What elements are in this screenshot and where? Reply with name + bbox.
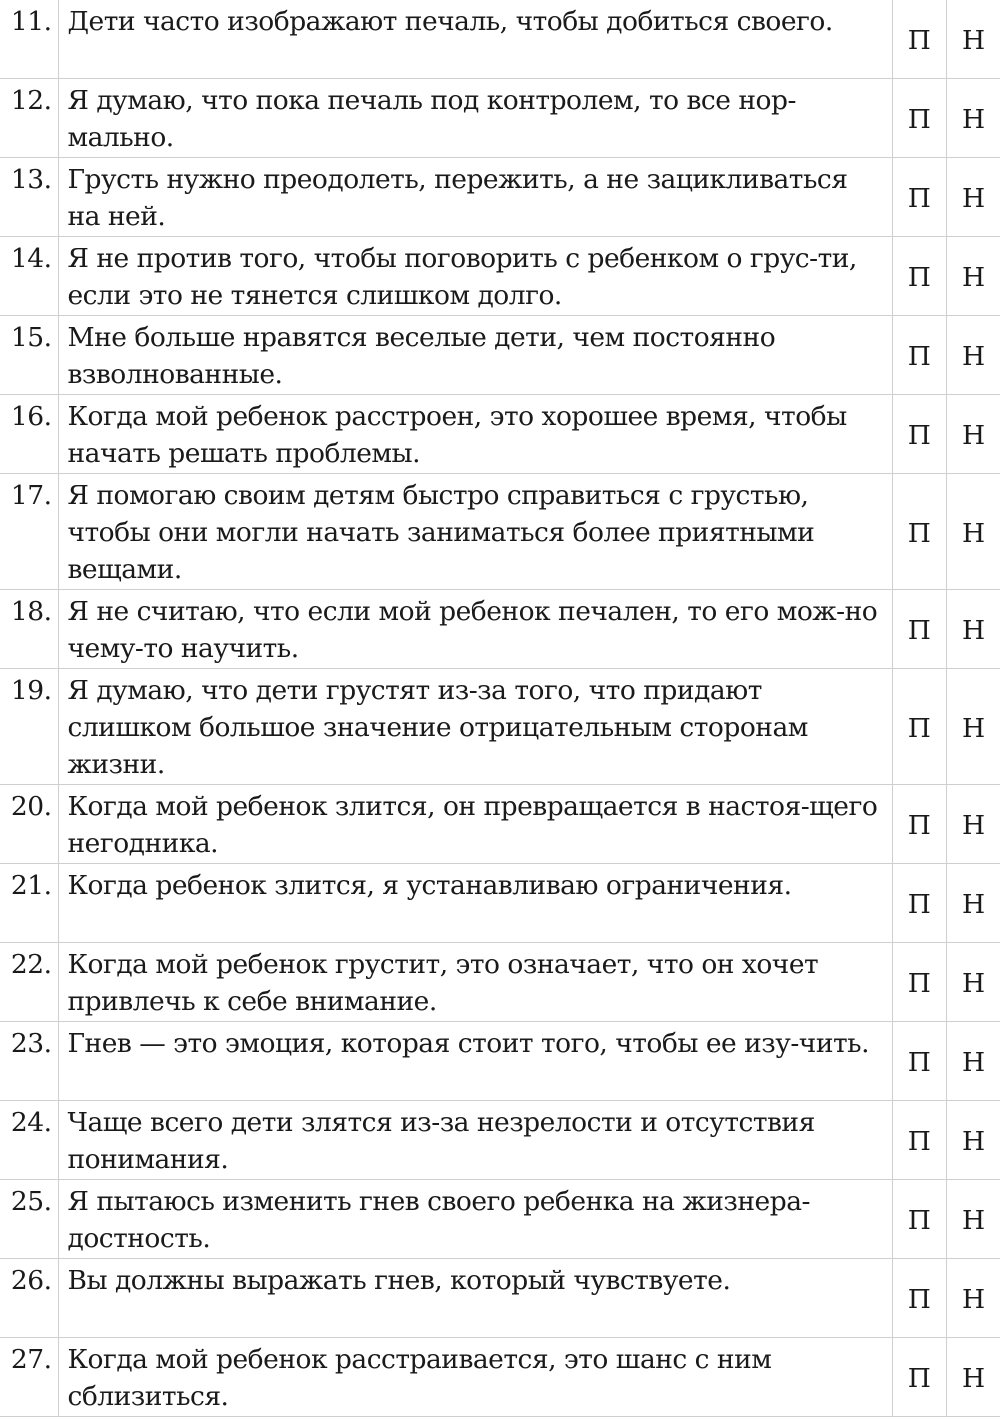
answer-no-option[interactable]: Н [946, 1100, 1000, 1179]
item-statement: Когда мой ребенок злится, он превращается в настоя-щего негодника. [58, 784, 892, 863]
answer-yes-option[interactable]: П [892, 1100, 946, 1179]
answer-yes-option[interactable]: П [892, 0, 946, 78]
table-row [0, 157, 1000, 236]
answer-no-option[interactable]: Н [946, 863, 1000, 942]
table-row [0, 78, 1000, 157]
answer-no-option[interactable]: Н [946, 394, 1000, 473]
table-row [0, 315, 1000, 394]
table-row [0, 1021, 1000, 1100]
answer-yes-option[interactable]: П [892, 784, 946, 863]
answer-yes-option[interactable]: П [892, 1258, 946, 1337]
answer-yes-option[interactable]: П [892, 942, 946, 1021]
item-number: 12. [0, 78, 58, 157]
answer-no-option[interactable]: Н [946, 236, 1000, 315]
item-statement: Я не против того, чтобы поговорить с ребенком о грус-ти, если это не тянется слишком долго. [58, 236, 892, 315]
item-number: 21. [0, 863, 58, 942]
item-statement: Гнев — это эмоция, которая стоит того, чтобы ее изу-чить. [58, 1021, 892, 1100]
item-number: 17. [0, 473, 58, 589]
item-number: 23. [0, 1021, 58, 1100]
answer-no-option[interactable]: Н [946, 589, 1000, 668]
item-number: 25. [0, 1179, 58, 1258]
answer-no-option[interactable]: Н [946, 668, 1000, 784]
answer-yes-option[interactable]: П [892, 157, 946, 236]
item-number: 20. [0, 784, 58, 863]
answer-yes-option[interactable]: П [892, 1179, 946, 1258]
table-row [0, 1100, 1000, 1179]
answer-yes-option[interactable]: П [892, 589, 946, 668]
answer-no-option[interactable]: Н [946, 1337, 1000, 1416]
item-statement: Чаще всего дети злятся из-за незрелости и отсутствия понимания. [58, 1100, 892, 1179]
item-statement: Когда мой ребенок расстраивается, это шанс с ним сблизиться. [58, 1337, 892, 1416]
item-number: 24. [0, 1100, 58, 1179]
answer-no-option[interactable]: Н [946, 1021, 1000, 1100]
table-row [0, 0, 1000, 78]
item-statement: Я не считаю, что если мой ребенок печален, то его мож-но чему-то научить. [58, 589, 892, 668]
item-statement: Грусть нужно преодолеть, пережить, а не зацикливаться на ней. [58, 157, 892, 236]
item-number: 19. [0, 668, 58, 784]
item-statement: Дети часто изображают печаль, чтобы добиться своего. [58, 0, 892, 78]
item-number: 27. [0, 1337, 58, 1416]
item-number: 15. [0, 315, 58, 394]
answer-yes-option[interactable]: П [892, 1021, 946, 1100]
answer-no-option[interactable]: Н [946, 942, 1000, 1021]
item-number: 26. [0, 1258, 58, 1337]
item-statement: Я думаю, что дети грустят из-за того, что придают слишком большое значение отрицательным сторонам жизни. [58, 668, 892, 784]
item-number: 11. [0, 0, 58, 78]
table-row [0, 473, 1000, 589]
table-row [0, 1258, 1000, 1337]
answer-no-option[interactable]: Н [946, 157, 1000, 236]
item-statement: Я думаю, что пока печаль под контролем, то все нор-мально. [58, 78, 892, 157]
answer-no-option[interactable]: Н [946, 1258, 1000, 1337]
item-statement: Когда мой ребенок расстроен, это хорошее время, чтобы начать решать проблемы. [58, 394, 892, 473]
item-number: 16. [0, 394, 58, 473]
answer-yes-option[interactable]: П [892, 394, 946, 473]
answer-yes-option[interactable]: П [892, 236, 946, 315]
table-row [0, 784, 1000, 863]
table-row [0, 942, 1000, 1021]
item-statement: Я пытаюсь изменить гнев своего ребенка на жизнера-достность. [58, 1179, 892, 1258]
answer-yes-option[interactable]: П [892, 1337, 946, 1416]
table-row [0, 589, 1000, 668]
answer-no-option[interactable]: Н [946, 78, 1000, 157]
answer-yes-option[interactable]: П [892, 473, 946, 589]
item-statement: Когда ребенок злится, я устанавливаю ограничения. [58, 863, 892, 942]
table-row [0, 394, 1000, 473]
item-statement: Когда мой ребенок грустит, это означает, что он хочет привлечь к себе внимание. [58, 942, 892, 1021]
item-number: 14. [0, 236, 58, 315]
answer-no-option[interactable]: Н [946, 784, 1000, 863]
table-row [0, 863, 1000, 942]
answer-no-option[interactable]: Н [946, 473, 1000, 589]
answer-no-option[interactable]: Н [946, 315, 1000, 394]
item-number: 13. [0, 157, 58, 236]
answer-yes-option[interactable]: П [892, 668, 946, 784]
answer-yes-option[interactable]: П [892, 863, 946, 942]
item-number: 22. [0, 942, 58, 1021]
item-statement: Мне больше нравятся веселые дети, чем постоянно взволнованные. [58, 315, 892, 394]
table-row [0, 236, 1000, 315]
item-statement: Вы должны выражать гнев, который чувствуете. [58, 1258, 892, 1337]
table-row [0, 668, 1000, 784]
item-number: 18. [0, 589, 58, 668]
answer-yes-option[interactable]: П [892, 315, 946, 394]
answer-yes-option[interactable]: П [892, 78, 946, 157]
answer-no-option[interactable]: Н [946, 1179, 1000, 1258]
table-row [0, 1337, 1000, 1416]
item-statement: Я помогаю своим детям быстро справиться с грустью, чтобы они могли начать заниматься более приятными вещами. [58, 473, 892, 589]
table-row [0, 1179, 1000, 1258]
answer-no-option[interactable]: Н [946, 0, 1000, 78]
